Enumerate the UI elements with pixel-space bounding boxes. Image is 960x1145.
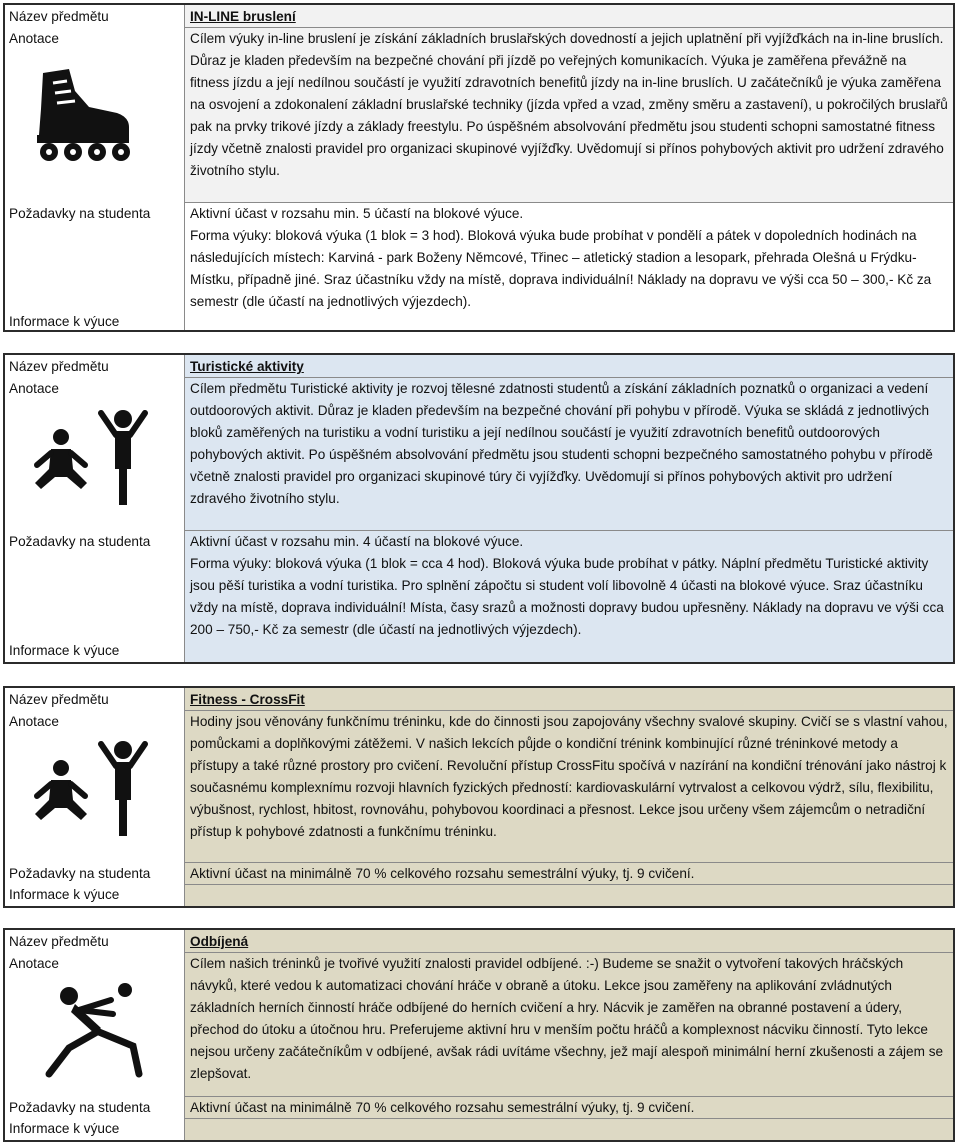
course-title: Odbíjená <box>190 934 249 949</box>
annotation-label: Anotace <box>9 956 59 971</box>
name-label: Název předmětu <box>9 9 109 24</box>
info-text: Forma výuky: bloková výuka (1 blok = 3 hod). Bloková výuka bude probíhat v pondělí a pátek v dopoledních hodinách na následujících místech: Karviná - park Boženy Němcové, Třinec – atletický stadion a lesopark, přehrada Olešná u Frýdku-Místku, případně jiné. Sraz účastníku vždy na místě, doprava individuální! Náklady na dopravu ve výši cca 50 – 300,- Kč za semestr (dle účastí na jednotlivých výjezdech). <box>190 228 932 309</box>
title-cell <box>185 688 953 711</box>
title-cell <box>185 355 953 378</box>
info-label: Informace k výuce <box>9 314 120 329</box>
info-label: Informace k výuce <box>9 887 120 902</box>
requirements-cell <box>185 531 953 553</box>
info-cell <box>185 225 953 330</box>
requirements-cell <box>185 1097 953 1119</box>
info-label: Informace k výuce <box>9 643 120 658</box>
info-text: Forma výuky: bloková výuka (1 blok = cca 4 hod). Bloková výuka bude probíhat v pátky. Náplní předmětu Turistické aktivity jsou pěší turistika a vodní turistika. Pro splnění zápočtu si student volí libovolně 4 účasti na blokové výuce. Sraz účastníku vždy na místě, doprava individuální! Místa, časy srazů a možnosti dopravy budou upřesněny. Náklady na dopravu ve výši cca 200 – 750,- Kč za semestr (dle účastí na jednotlivých výjezdech). <box>190 556 944 637</box>
annotation-text: Cílem předmětu Turistické aktivity je rozvoj tělesné zdatnosti studentů a získání základních poznatků o organizaci a vedení outdoorových aktivit. Důraz je kladen především na bezpečné chování při pohybu v přírodě. Výuka se skládá z jednotlivých bloků zaměřených na turistiku a vodní turistiku a její nedílnou součástí je využití zdravotních benefitů outdoorových pohybových aktivit. Po úspěšném absolvování předmětu jsou studenti schopni bezpečného samostatného pohybu v přírodě včetně znalosti pravidel pro organizaci skupinové túry či vyjížďky. Uvědomují si přínos pohybových aktivit pro udržení zdravého životního stylu. <box>190 381 933 506</box>
requirements-text: Aktivní účast na minimálně 70 % celkového rozsahu semestrální výuky, tj. 9 cvičení. <box>190 1100 695 1115</box>
requirements-label: Požadavky na studenta <box>9 1100 151 1115</box>
annotation-cell <box>185 28 953 203</box>
info-cell <box>185 885 953 906</box>
annotation-label: Anotace <box>9 31 59 46</box>
course-title: Fitness - CrossFit <box>190 692 305 707</box>
inline-skate-icon <box>31 69 135 163</box>
info-cell <box>185 553 953 662</box>
annotation-cell <box>185 711 953 863</box>
requirements-label: Požadavky na studenta <box>9 866 151 881</box>
course-card-tourism <box>3 353 955 664</box>
requirements-label: Požadavky na studenta <box>9 206 151 221</box>
exercising-people-icon <box>33 407 149 509</box>
annotation-label: Anotace <box>9 714 59 729</box>
course-card-crossfit <box>3 686 955 908</box>
requirements-cell <box>185 863 953 885</box>
course-title: IN-LINE bruslení <box>190 9 296 24</box>
title-cell <box>185 930 953 953</box>
exercising-people-icon <box>33 738 149 840</box>
requirements-text: Aktivní účast v rozsahu min. 4 účastí na blokové výuce. <box>190 534 524 549</box>
course-card-inline <box>3 3 955 332</box>
info-cell <box>185 1119 953 1140</box>
annotation-text: Cílem výuky in-line bruslení je získání základních bruslařských dovedností a jejich uplatnění při vyjížďkách na in-line bruslích. Důraz je kladen především na bezpečné chování při jízdě po veřejných komunikacích. Výuka je zaměřena převážně na fitness jízdu a její nedílnou součástí je využití zdravotních benefitů jízdy na in-line bruslích. U začátečníků je výuka zaměřena na osvojení a zdokonalení základní bruslařské techniky (jízda vpřed a vzad, změny směru a zastavení), u pokročilých bruslařů pak na prvky trikové jízdy a základy freestylu. Po úspěšném absolvování předmětu jsou studenti schopni samostatné fitness jízdy včetně znalosti pravidel pro organizaci skupinové vyjížďky. Uvědomují si přínos pohybových aktivit pro udržení zdravého životního stylu. <box>190 31 948 178</box>
info-label: Informace k výuce <box>9 1121 120 1136</box>
course-title: Turistické aktivity <box>190 359 304 374</box>
annotation-label: Anotace <box>9 381 59 396</box>
label-column <box>5 930 185 1140</box>
annotation-cell <box>185 378 953 531</box>
name-label: Název předmětu <box>9 692 109 707</box>
requirements-text: Aktivní účast na minimálně 70 % celkového rozsahu semestrální výuky, tj. 9 cvičení. <box>190 866 695 881</box>
annotation-text: Cílem našich tréninků je tvořivé využití znalosti pravidel odbíjené. :-) Budeme se snažit o vytvoření takových hráčských návyků, které vedou k automatizaci chování hráče v obraně a útoku. Lekce jsou zaměřeny na aplikování zvládnutých základních herních činností hráče odbíjené do herních cvičení a hry. Nácvik je zaměřen na obranné postavení a údery, přechod do útoku a útočnou hru. Preferujeme aktivní hru v menším počtu hráčů a komplexnost nácviku činností. Tyto lekce nejsou určeny začátečníkům v odbíjené, avšak rádi uvítáme všechny, jež mají alespoň minimální herní zkušenosti a zájem se zlepšovat. <box>190 956 944 1081</box>
requirements-text: Aktivní účast v rozsahu min. 5 účastí na blokové výuce. <box>190 206 524 221</box>
requirements-cell <box>185 203 953 225</box>
annotation-text: Hodiny jsou věnovány funkčnímu tréninku, kde do činnosti jsou zapojovány všechny svalové skupiny. Cvičí se s vlastní vahou, pomůckami a doplňkovými zátěžemi. V našich lekcích půjde o kondiční trénink kombinující různé tréninkové metody a přístupy a také různé prostory pro cvičení. Revoluční přístup CrossFitu spočívá v nazírání na kondiční trénování jako nástroj k současnému komplexnímu rozvoji hlavních fyzických předností: kardiovaskulární vytrvalost a celkovou výdrž, sílu, flexibilitu, výbušnost, rychlost, hbitost, rovnováhu, pohybovou koordinaci a přesnost. Lekce jsou určeny všem zájemcům o netradiční přístup k pohybové zdatnosti a funkčnímu tréninku. <box>190 714 948 839</box>
name-label: Název předmětu <box>9 359 109 374</box>
volleyball-player-icon <box>39 982 147 1082</box>
annotation-cell <box>185 953 953 1097</box>
course-card-volleyball <box>3 928 955 1142</box>
label-column <box>5 355 185 662</box>
title-cell <box>185 5 953 28</box>
label-column <box>5 5 185 330</box>
requirements-label: Požadavky na studenta <box>9 534 151 549</box>
label-column <box>5 688 185 906</box>
name-label: Název předmětu <box>9 934 109 949</box>
